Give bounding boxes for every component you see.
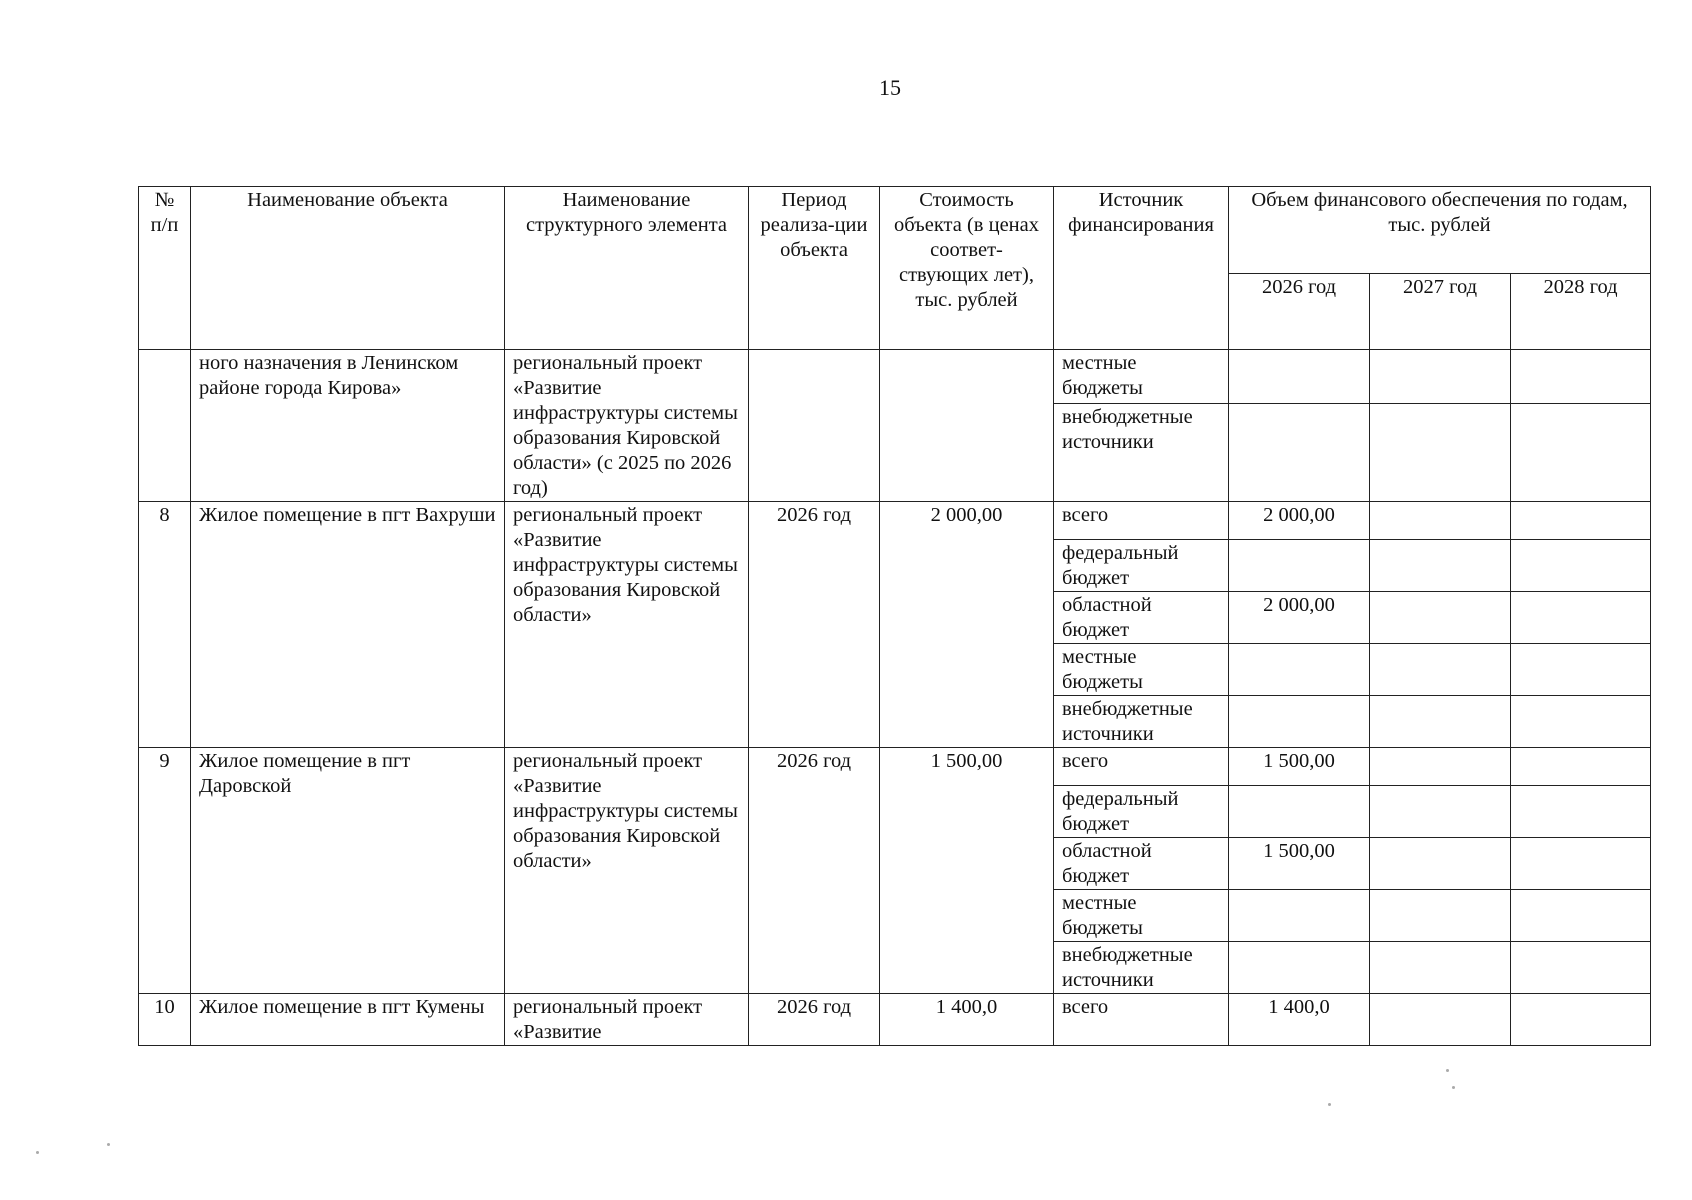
cell-num (139, 350, 191, 502)
cell-source: областной бюджет (1054, 838, 1229, 890)
cell-year-2026 (1229, 540, 1370, 592)
cell-year-2027 (1370, 644, 1511, 696)
header-year-2027: 2027 год (1370, 274, 1511, 350)
cell-year-2028 (1511, 540, 1651, 592)
cell-year-2028 (1511, 890, 1651, 942)
table-row (139, 502, 1651, 540)
header-object-name: Наименование объекта (191, 187, 505, 350)
cell-year-2026 (1229, 696, 1370, 748)
cell-year-2027 (1370, 502, 1511, 540)
cell-source: местные бюджеты (1054, 644, 1229, 696)
cell-cost: 1 400,0 (880, 994, 1054, 1046)
cell-source: внебюджетные источники (1054, 403, 1229, 501)
cell-num: 8 (139, 502, 191, 748)
cell-source: местные бюджеты (1054, 890, 1229, 942)
cell-cost (880, 350, 1054, 502)
scan-speck (1446, 1069, 1449, 1072)
table-row (139, 350, 1651, 404)
header-year-2028: 2028 год (1511, 274, 1651, 350)
cell-year-2026 (1229, 403, 1370, 501)
header-year-2026: 2026 год (1229, 274, 1370, 350)
cell-year-2026 (1229, 942, 1370, 994)
cell-source: внебюджетные источники (1054, 696, 1229, 748)
cell-object-name: Жилое помещение в пгт Кумены (191, 994, 505, 1046)
cell-year-2028 (1511, 592, 1651, 644)
cell-period: 2026 год (749, 994, 880, 1046)
cell-year-2026: 1 500,00 (1229, 838, 1370, 890)
cell-source: местные бюджеты (1054, 350, 1229, 404)
table-row (139, 748, 1651, 786)
cell-year-2028 (1511, 403, 1651, 501)
cell-year-2027 (1370, 786, 1511, 838)
cell-source: внебюджетные источники (1054, 942, 1229, 994)
cell-year-2028 (1511, 350, 1651, 404)
cell-object-name: Жилое помещение в пгт Вахруши (191, 502, 505, 748)
header-source: Источник финансирования (1054, 187, 1229, 350)
scan-speck (107, 1143, 110, 1146)
cell-object-name: Жилое помещение в пгт Даровской (191, 748, 505, 994)
cell-year-2028 (1511, 838, 1651, 890)
cell-period: 2026 год (749, 502, 880, 748)
cell-year-2027 (1370, 592, 1511, 644)
cell-year-2027 (1370, 403, 1511, 501)
cell-year-2026 (1229, 644, 1370, 696)
cell-year-2026: 2 000,00 (1229, 502, 1370, 540)
cell-year-2027 (1370, 942, 1511, 994)
cell-year-2027 (1370, 838, 1511, 890)
cell-num: 9 (139, 748, 191, 994)
cell-structural-element: региональный проект «Развитие инфраструктуры системы образования Кировской области» (505, 748, 749, 994)
cell-year-2026: 2 000,00 (1229, 592, 1370, 644)
cell-year-2027 (1370, 696, 1511, 748)
cell-source: всего (1054, 994, 1229, 1046)
cell-structural-element: региональный проект «Развитие (505, 994, 749, 1046)
cell-cost: 2 000,00 (880, 502, 1054, 748)
cell-period: 2026 год (749, 748, 880, 994)
header-cost: Стоимость объекта (в ценах соответ-ствующих лет), тыс. рублей (880, 187, 1054, 350)
cell-source: федеральный бюджет (1054, 786, 1229, 838)
cell-year-2028 (1511, 942, 1651, 994)
financing-table (138, 186, 1651, 1046)
header-row (139, 187, 1651, 274)
table-row (139, 994, 1651, 1046)
scan-speck (1328, 1103, 1331, 1106)
cell-source: всего (1054, 502, 1229, 540)
page-number: 15 (879, 75, 901, 100)
scan-speck (36, 1151, 39, 1154)
header-volume: Объем финансового обеспечения по годам, тыс. рублей (1229, 187, 1651, 274)
cell-year-2026 (1229, 350, 1370, 404)
header-num: № п/п (139, 187, 191, 350)
cell-year-2027 (1370, 890, 1511, 942)
header-period: Период реализа-ции объекта (749, 187, 880, 350)
cell-year-2027 (1370, 748, 1511, 786)
header-structural-element: Наименование структурного элемента (505, 187, 749, 350)
cell-year-2026 (1229, 890, 1370, 942)
cell-period (749, 350, 880, 502)
cell-structural-element: региональный проект «Развитие инфраструктуры системы образования Кировской области» (с 2025 по 2026 год) (505, 350, 749, 502)
cell-year-2026 (1229, 786, 1370, 838)
cell-year-2028 (1511, 994, 1651, 1046)
cell-year-2026: 1 500,00 (1229, 748, 1370, 786)
cell-source: всего (1054, 748, 1229, 786)
cell-cost: 1 500,00 (880, 748, 1054, 994)
cell-year-2026: 1 400,0 (1229, 994, 1370, 1046)
cell-source: областной бюджет (1054, 592, 1229, 644)
cell-object-name: ного назначения в Ленинском районе города Кирова» (191, 350, 505, 502)
cell-year-2028 (1511, 786, 1651, 838)
cell-year-2027 (1370, 994, 1511, 1046)
cell-year-2028 (1511, 502, 1651, 540)
cell-num: 10 (139, 994, 191, 1046)
cell-year-2027 (1370, 350, 1511, 404)
cell-structural-element: региональный проект «Развитие инфраструктуры системы образования Кировской области» (505, 502, 749, 748)
cell-year-2027 (1370, 540, 1511, 592)
table-body (139, 350, 1651, 1046)
cell-year-2028 (1511, 748, 1651, 786)
cell-year-2028 (1511, 696, 1651, 748)
cell-source: федеральный бюджет (1054, 540, 1229, 592)
scan-speck (1452, 1086, 1455, 1089)
cell-year-2028 (1511, 644, 1651, 696)
